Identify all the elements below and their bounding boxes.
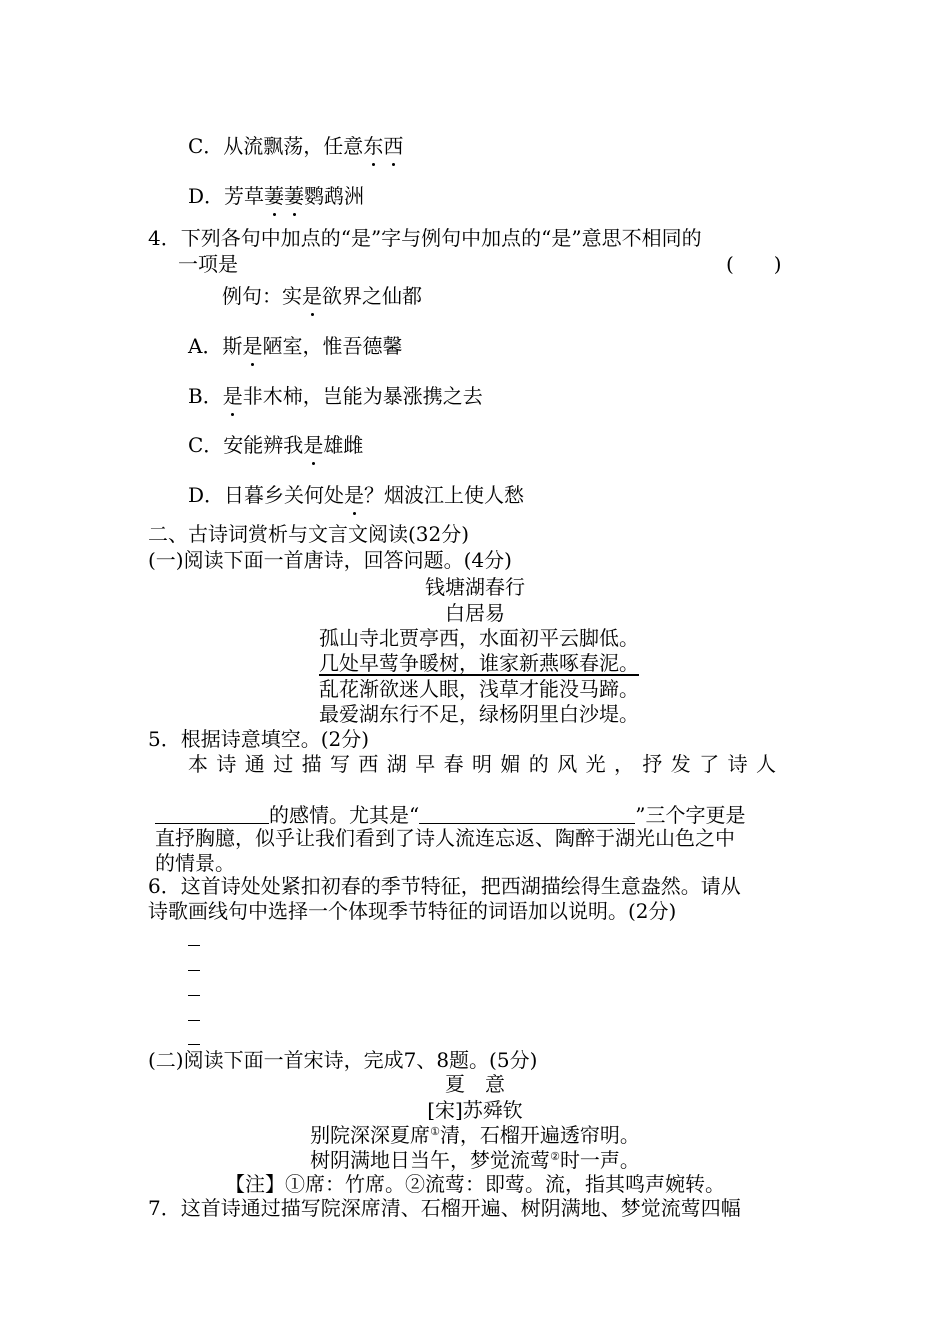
q4-example-text: 例句：实 — [222, 284, 302, 308]
fill-blank-words[interactable] — [419, 803, 635, 824]
dotted-char: 是 — [303, 433, 324, 457]
q4-example — [222, 286, 422, 306]
q4-option-b-text: B． — [188, 384, 223, 408]
q4-option-c — [188, 435, 363, 455]
q3-option-d — [188, 186, 364, 206]
dotted-char: 是 — [242, 334, 263, 358]
poem2-line1-a: 别院深深夏席 — [310, 1123, 431, 1147]
footnote-marker: ① — [430, 1125, 440, 1138]
section-heading: 二、古诗词赏析与文言文阅读(32分) — [148, 522, 470, 546]
q4-option-a — [188, 336, 402, 356]
q5-text-line1: 本诗通过描写西湖早春明媚的风光，抒发了诗人 — [188, 752, 785, 776]
dotted-char: 萋 — [264, 184, 285, 208]
poem2-line1 — [0, 1125, 950, 1145]
q5-text-line2 — [155, 803, 745, 825]
dotted-char: 是 — [222, 384, 243, 408]
poem1-title: 钱塘湖春行 — [425, 575, 525, 599]
part1-heading: (一)阅读下面一首唐诗，回答问题。(4分) — [148, 548, 512, 572]
poem1-line: 乱花渐欲迷人眼，浅草才能没马蹄。 — [319, 677, 639, 701]
q4-option-c-text: C．安能辨我 — [188, 433, 304, 457]
answer-line[interactable] — [188, 945, 200, 946]
q4-option-b-text-end: 非木柿，岂能为暴涨携之去 — [242, 384, 483, 408]
q4-option-d — [188, 485, 524, 505]
poem1-underlined-line: 几处早莺争暖树，谁家新燕啄春泥。 — [319, 651, 639, 675]
dotted-char: 西 — [383, 134, 404, 158]
q5-text-line4: 的情景。 — [155, 851, 235, 875]
answer-line[interactable] — [188, 970, 200, 971]
dotted-char: 是 — [344, 483, 365, 507]
dotted-char: 是 — [302, 284, 322, 308]
q3-option-d-text-end: 鹦鹉洲 — [304, 184, 365, 208]
q4-option-c-text-end: 雄雌 — [323, 433, 364, 457]
dotted-char: 东 — [363, 134, 384, 158]
q4-option-d-text-end: ？烟波江上使人愁 — [364, 483, 525, 507]
q6-text-line2: 诗歌画线句中选择一个体现季节特征的词语加以说明。(2分) — [148, 899, 677, 923]
answer-line[interactable] — [188, 1044, 200, 1045]
poem2-note: 【注】①席：竹席。②流莺：即莺。流，指其鸣声婉转。 — [225, 1172, 725, 1196]
poem2-title: 夏 意 — [445, 1072, 505, 1096]
answer-line[interactable] — [188, 995, 200, 996]
q4-example-text-end: 欲界之仙都 — [322, 284, 422, 308]
q3-option-c-text: C．从流飘荡，任意 — [188, 134, 364, 158]
q4-question-line1: 4．下列各句中加点的“是”字与例句中加点的“是”意思不相同的 — [148, 226, 702, 250]
poem2-line2 — [0, 1150, 950, 1170]
q4-option-a-text: A．斯 — [188, 334, 243, 358]
q5-text-line2-end: ”三个字更是 — [635, 803, 746, 827]
footnote-marker: ② — [550, 1150, 560, 1163]
q4-option-a-text-end: 陋室，惟吾德馨 — [262, 334, 403, 358]
q5-heading: 5．根据诗意填空。(2分) — [148, 727, 370, 751]
poem1-line: 孤山寺北贾亭西，水面初平云脚低。 — [319, 626, 639, 650]
poem1-author: 白居易 — [445, 601, 505, 625]
q4-question-line2: 一项是 — [178, 252, 238, 276]
q3-option-c — [188, 136, 403, 156]
q7-text-line1: 7．这首诗通过描写院深席清、石榴开遍、树阴满地、梦觉流莺四幅 — [148, 1196, 741, 1220]
q5-text-line3: 直抒胸臆，似乎让我们看到了诗人流连忘返、陶醉于湖光山色之中 — [155, 826, 735, 850]
q4-option-d-text: D．日暮乡关何处 — [188, 483, 345, 507]
poem2-line1-b: 清，石榴开遍透帘明。 — [439, 1123, 640, 1147]
poem2-line2-b: 时一声。 — [559, 1148, 640, 1172]
q6-text-line1: 6．这首诗处处紧扣初春的季节特征，把西湖描绘得生意盎然。请从 — [148, 874, 741, 898]
answer-line[interactable] — [188, 1020, 200, 1021]
poem1-line: 最爱湖东行不足，绿杨阴里白沙堤。 — [319, 702, 639, 726]
q3-option-d-text: D．芳草 — [188, 184, 265, 208]
q5-text-line2-mid: 的感情。尤其是“ — [269, 803, 420, 827]
q4-option-b — [188, 386, 483, 406]
poem2-line2-a: 树阴满地日当午，梦觉流莺 — [310, 1148, 551, 1172]
fill-blank-feeling[interactable] — [155, 803, 269, 824]
poem2-author: [宋]苏舜钦 — [427, 1098, 523, 1122]
dotted-char: 萋 — [284, 184, 305, 208]
answer-bracket: ( ) — [726, 252, 782, 276]
part2-heading: (二)阅读下面一首宋诗，完成7、8题。(5分) — [148, 1048, 538, 1072]
